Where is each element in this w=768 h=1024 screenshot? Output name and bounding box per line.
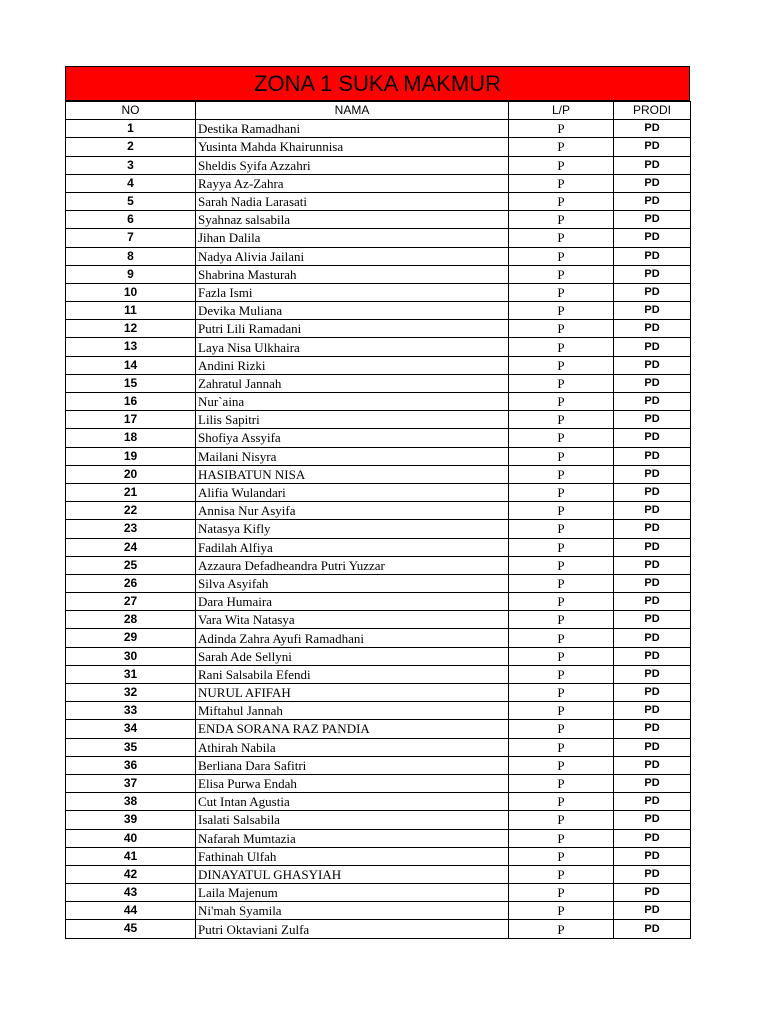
cell-no: 44 bbox=[66, 902, 196, 920]
cell-prodi: PD bbox=[614, 393, 691, 411]
cell-prodi: PD bbox=[614, 429, 691, 447]
cell-nama: Adinda Zahra Ayufi Ramadhani bbox=[196, 629, 509, 647]
cell-nama: Zahratul Jannah bbox=[196, 374, 509, 392]
cell-nama: Andini Rizki bbox=[196, 356, 509, 374]
cell-no: 5 bbox=[66, 192, 196, 210]
cell-no: 41 bbox=[66, 847, 196, 865]
cell-no: 42 bbox=[66, 865, 196, 883]
cell-no: 11 bbox=[66, 302, 196, 320]
cell-no: 22 bbox=[66, 502, 196, 520]
cell-prodi: PD bbox=[614, 556, 691, 574]
table-row bbox=[66, 393, 691, 411]
cell-no: 16 bbox=[66, 393, 196, 411]
cell-lp: P bbox=[509, 283, 614, 301]
cell-lp: P bbox=[509, 774, 614, 792]
cell-nama: Dara Humaira bbox=[196, 593, 509, 611]
cell-prodi: PD bbox=[614, 211, 691, 229]
table-row bbox=[66, 192, 691, 210]
cell-lp: P bbox=[509, 338, 614, 356]
sheet-title: ZONA 1 SUKA MAKMUR bbox=[65, 66, 690, 101]
cell-no: 24 bbox=[66, 538, 196, 556]
cell-prodi: PD bbox=[614, 229, 691, 247]
header-prodi: PRODI bbox=[614, 102, 691, 120]
cell-lp: P bbox=[509, 556, 614, 574]
cell-nama: Putri Oktaviani Zulfa bbox=[196, 920, 509, 938]
cell-prodi: PD bbox=[614, 829, 691, 847]
cell-lp: P bbox=[509, 538, 614, 556]
cell-nama: Mailani Nisyra bbox=[196, 447, 509, 465]
student-table bbox=[65, 101, 691, 939]
cell-no: 2 bbox=[66, 138, 196, 156]
table-row bbox=[66, 720, 691, 738]
cell-lp: P bbox=[509, 865, 614, 883]
cell-no: 13 bbox=[66, 338, 196, 356]
table-row bbox=[66, 538, 691, 556]
table-row bbox=[66, 338, 691, 356]
cell-no: 10 bbox=[66, 283, 196, 301]
cell-prodi: PD bbox=[614, 884, 691, 902]
cell-lp: P bbox=[509, 684, 614, 702]
cell-lp: P bbox=[509, 902, 614, 920]
table-row bbox=[66, 884, 691, 902]
table-row bbox=[66, 356, 691, 374]
cell-nama: Syahnaz salsabila bbox=[196, 211, 509, 229]
cell-prodi: PD bbox=[614, 629, 691, 647]
cell-lp: P bbox=[509, 847, 614, 865]
cell-nama: Sarah Ade Sellyni bbox=[196, 647, 509, 665]
table-header-row bbox=[66, 102, 691, 120]
cell-prodi: PD bbox=[614, 684, 691, 702]
table-row bbox=[66, 629, 691, 647]
table-row bbox=[66, 611, 691, 629]
cell-nama: Berliana Dara Safitri bbox=[196, 756, 509, 774]
cell-no: 14 bbox=[66, 356, 196, 374]
cell-nama: Elisa Purwa Endah bbox=[196, 774, 509, 792]
cell-lp: P bbox=[509, 411, 614, 429]
cell-no: 23 bbox=[66, 520, 196, 538]
cell-prodi: PD bbox=[614, 265, 691, 283]
cell-nama: Rani Salsabila Efendi bbox=[196, 665, 509, 683]
cell-no: 27 bbox=[66, 593, 196, 611]
cell-lp: P bbox=[509, 247, 614, 265]
cell-nama: Nur`aina bbox=[196, 393, 509, 411]
cell-nama: Athirah Nabila bbox=[196, 738, 509, 756]
table-row bbox=[66, 902, 691, 920]
cell-no: 28 bbox=[66, 611, 196, 629]
table-row bbox=[66, 793, 691, 811]
cell-nama: Nadya Alivia Jailani bbox=[196, 247, 509, 265]
cell-prodi: PD bbox=[614, 774, 691, 792]
cell-lp: P bbox=[509, 829, 614, 847]
cell-no: 19 bbox=[66, 447, 196, 465]
table-row bbox=[66, 483, 691, 501]
cell-lp: P bbox=[509, 665, 614, 683]
cell-no: 40 bbox=[66, 829, 196, 847]
cell-lp: P bbox=[509, 465, 614, 483]
table-row bbox=[66, 847, 691, 865]
cell-no: 26 bbox=[66, 574, 196, 592]
table-row bbox=[66, 574, 691, 592]
cell-no: 45 bbox=[66, 920, 196, 938]
cell-lp: P bbox=[509, 356, 614, 374]
table-row bbox=[66, 465, 691, 483]
cell-lp: P bbox=[509, 265, 614, 283]
table-row bbox=[66, 829, 691, 847]
cell-prodi: PD bbox=[614, 283, 691, 301]
cell-prodi: PD bbox=[614, 520, 691, 538]
cell-lp: P bbox=[509, 884, 614, 902]
cell-nama: Sarah Nadia Larasati bbox=[196, 192, 509, 210]
table-row bbox=[66, 265, 691, 283]
cell-prodi: PD bbox=[614, 865, 691, 883]
cell-prodi: PD bbox=[614, 665, 691, 683]
cell-lp: P bbox=[509, 574, 614, 592]
cell-prodi: PD bbox=[614, 374, 691, 392]
table-row bbox=[66, 429, 691, 447]
cell-nama: Rayya Az-Zahra bbox=[196, 174, 509, 192]
table-row bbox=[66, 247, 691, 265]
cell-no: 21 bbox=[66, 483, 196, 501]
cell-no: 39 bbox=[66, 811, 196, 829]
table-row bbox=[66, 502, 691, 520]
cell-nama: Yusinta Mahda Khairunnisa bbox=[196, 138, 509, 156]
cell-nama: Destika Ramadhani bbox=[196, 120, 509, 138]
cell-nama: Cut Intan Agustia bbox=[196, 793, 509, 811]
cell-nama: DINAYATUL GHASYIAH bbox=[196, 865, 509, 883]
cell-nama: Nafarah Mumtazia bbox=[196, 829, 509, 847]
cell-prodi: PD bbox=[614, 356, 691, 374]
cell-no: 3 bbox=[66, 156, 196, 174]
cell-prodi: PD bbox=[614, 756, 691, 774]
cell-prodi: PD bbox=[614, 138, 691, 156]
table-row bbox=[66, 684, 691, 702]
table-row bbox=[66, 647, 691, 665]
cell-lp: P bbox=[509, 374, 614, 392]
cell-no: 38 bbox=[66, 793, 196, 811]
header-lp: L/P bbox=[509, 102, 614, 120]
cell-prodi: PD bbox=[614, 320, 691, 338]
cell-prodi: PD bbox=[614, 702, 691, 720]
cell-prodi: PD bbox=[614, 120, 691, 138]
cell-nama: Laila Majenum bbox=[196, 884, 509, 902]
cell-lp: P bbox=[509, 611, 614, 629]
cell-lp: P bbox=[509, 447, 614, 465]
cell-prodi: PD bbox=[614, 793, 691, 811]
cell-prodi: PD bbox=[614, 574, 691, 592]
cell-prodi: PD bbox=[614, 465, 691, 483]
cell-nama: Fazla Ismi bbox=[196, 283, 509, 301]
cell-prodi: PD bbox=[614, 611, 691, 629]
cell-no: 1 bbox=[66, 120, 196, 138]
cell-no: 43 bbox=[66, 884, 196, 902]
cell-lp: P bbox=[509, 393, 614, 411]
table-row bbox=[66, 556, 691, 574]
cell-lp: P bbox=[509, 174, 614, 192]
cell-prodi: PD bbox=[614, 738, 691, 756]
cell-no: 25 bbox=[66, 556, 196, 574]
table-row bbox=[66, 447, 691, 465]
cell-nama: Putri Lili Ramadani bbox=[196, 320, 509, 338]
cell-prodi: PD bbox=[614, 174, 691, 192]
cell-lp: P bbox=[509, 211, 614, 229]
cell-lp: P bbox=[509, 738, 614, 756]
cell-prodi: PD bbox=[614, 447, 691, 465]
cell-nama: Alifia Wulandari bbox=[196, 483, 509, 501]
cell-prodi: PD bbox=[614, 647, 691, 665]
cell-no: 7 bbox=[66, 229, 196, 247]
table-row bbox=[66, 702, 691, 720]
cell-prodi: PD bbox=[614, 338, 691, 356]
table-row bbox=[66, 283, 691, 301]
cell-no: 29 bbox=[66, 629, 196, 647]
cell-no: 34 bbox=[66, 720, 196, 738]
cell-prodi: PD bbox=[614, 302, 691, 320]
cell-lp: P bbox=[509, 302, 614, 320]
cell-no: 4 bbox=[66, 174, 196, 192]
cell-no: 30 bbox=[66, 647, 196, 665]
cell-no: 37 bbox=[66, 774, 196, 792]
table-row bbox=[66, 411, 691, 429]
table-row bbox=[66, 374, 691, 392]
cell-nama: Silva Asyifah bbox=[196, 574, 509, 592]
cell-lp: P bbox=[509, 702, 614, 720]
table-row bbox=[66, 229, 691, 247]
cell-prodi: PD bbox=[614, 593, 691, 611]
cell-nama: Laya Nisa Ulkhaira bbox=[196, 338, 509, 356]
cell-lp: P bbox=[509, 756, 614, 774]
cell-lp: P bbox=[509, 720, 614, 738]
cell-nama: Azzaura Defadheandra Putri Yuzzar bbox=[196, 556, 509, 574]
cell-lp: P bbox=[509, 647, 614, 665]
table-row bbox=[66, 520, 691, 538]
cell-prodi: PD bbox=[614, 502, 691, 520]
table-row bbox=[66, 811, 691, 829]
table-row bbox=[66, 738, 691, 756]
cell-no: 17 bbox=[66, 411, 196, 429]
table-row bbox=[66, 865, 691, 883]
cell-no: 18 bbox=[66, 429, 196, 447]
table-row bbox=[66, 174, 691, 192]
table-row bbox=[66, 138, 691, 156]
cell-prodi: PD bbox=[614, 483, 691, 501]
cell-lp: P bbox=[509, 520, 614, 538]
cell-lp: P bbox=[509, 429, 614, 447]
cell-prodi: PD bbox=[614, 192, 691, 210]
cell-nama: Natasya Kifly bbox=[196, 520, 509, 538]
table-row bbox=[66, 302, 691, 320]
cell-nama: Jihan Dalila bbox=[196, 229, 509, 247]
table-body bbox=[66, 120, 691, 938]
cell-nama: Sheldis Syifa Azzahri bbox=[196, 156, 509, 174]
cell-nama: Fadilah Alfiya bbox=[196, 538, 509, 556]
header-nama: NAMA bbox=[196, 102, 509, 120]
cell-nama: Fathinah Ulfah bbox=[196, 847, 509, 865]
cell-nama: Lilis Sapitri bbox=[196, 411, 509, 429]
cell-prodi: PD bbox=[614, 920, 691, 938]
cell-lp: P bbox=[509, 920, 614, 938]
cell-lp: P bbox=[509, 138, 614, 156]
cell-nama: NURUL AFIFAH bbox=[196, 684, 509, 702]
cell-lp: P bbox=[509, 483, 614, 501]
cell-nama: Isalati Salsabila bbox=[196, 811, 509, 829]
cell-lp: P bbox=[509, 793, 614, 811]
cell-no: 31 bbox=[66, 665, 196, 683]
cell-lp: P bbox=[509, 192, 614, 210]
cell-lp: P bbox=[509, 120, 614, 138]
table-row bbox=[66, 593, 691, 611]
cell-prodi: PD bbox=[614, 156, 691, 174]
cell-lp: P bbox=[509, 811, 614, 829]
cell-lp: P bbox=[509, 320, 614, 338]
cell-prodi: PD bbox=[614, 411, 691, 429]
cell-nama: ENDA SORANA RAZ PANDIA bbox=[196, 720, 509, 738]
cell-lp: P bbox=[509, 229, 614, 247]
table-row bbox=[66, 756, 691, 774]
cell-no: 8 bbox=[66, 247, 196, 265]
cell-nama: Miftahul Jannah bbox=[196, 702, 509, 720]
cell-no: 36 bbox=[66, 756, 196, 774]
table-row bbox=[66, 774, 691, 792]
cell-nama: Devika Muliana bbox=[196, 302, 509, 320]
cell-nama: Vara Wita Natasya bbox=[196, 611, 509, 629]
cell-no: 33 bbox=[66, 702, 196, 720]
cell-lp: P bbox=[509, 156, 614, 174]
cell-no: 20 bbox=[66, 465, 196, 483]
header-no: NO bbox=[66, 102, 196, 120]
cell-nama: HASIBATUN NISA bbox=[196, 465, 509, 483]
cell-nama: Annisa Nur Asyifa bbox=[196, 502, 509, 520]
cell-no: 6 bbox=[66, 211, 196, 229]
cell-prodi: PD bbox=[614, 811, 691, 829]
spreadsheet bbox=[65, 66, 690, 939]
cell-no: 9 bbox=[66, 265, 196, 283]
table-row bbox=[66, 320, 691, 338]
table-row bbox=[66, 211, 691, 229]
table-row bbox=[66, 120, 691, 138]
table-row bbox=[66, 156, 691, 174]
cell-prodi: PD bbox=[614, 247, 691, 265]
cell-no: 32 bbox=[66, 684, 196, 702]
cell-prodi: PD bbox=[614, 538, 691, 556]
cell-nama: Shofiya Assyifa bbox=[196, 429, 509, 447]
cell-lp: P bbox=[509, 629, 614, 647]
cell-prodi: PD bbox=[614, 847, 691, 865]
cell-prodi: PD bbox=[614, 720, 691, 738]
cell-prodi: PD bbox=[614, 902, 691, 920]
cell-nama: Ni'mah Syamila bbox=[196, 902, 509, 920]
cell-lp: P bbox=[509, 502, 614, 520]
table-row bbox=[66, 665, 691, 683]
cell-no: 12 bbox=[66, 320, 196, 338]
cell-lp: P bbox=[509, 593, 614, 611]
cell-no: 35 bbox=[66, 738, 196, 756]
cell-no: 15 bbox=[66, 374, 196, 392]
table-row bbox=[66, 920, 691, 938]
cell-nama: Shabrina Masturah bbox=[196, 265, 509, 283]
